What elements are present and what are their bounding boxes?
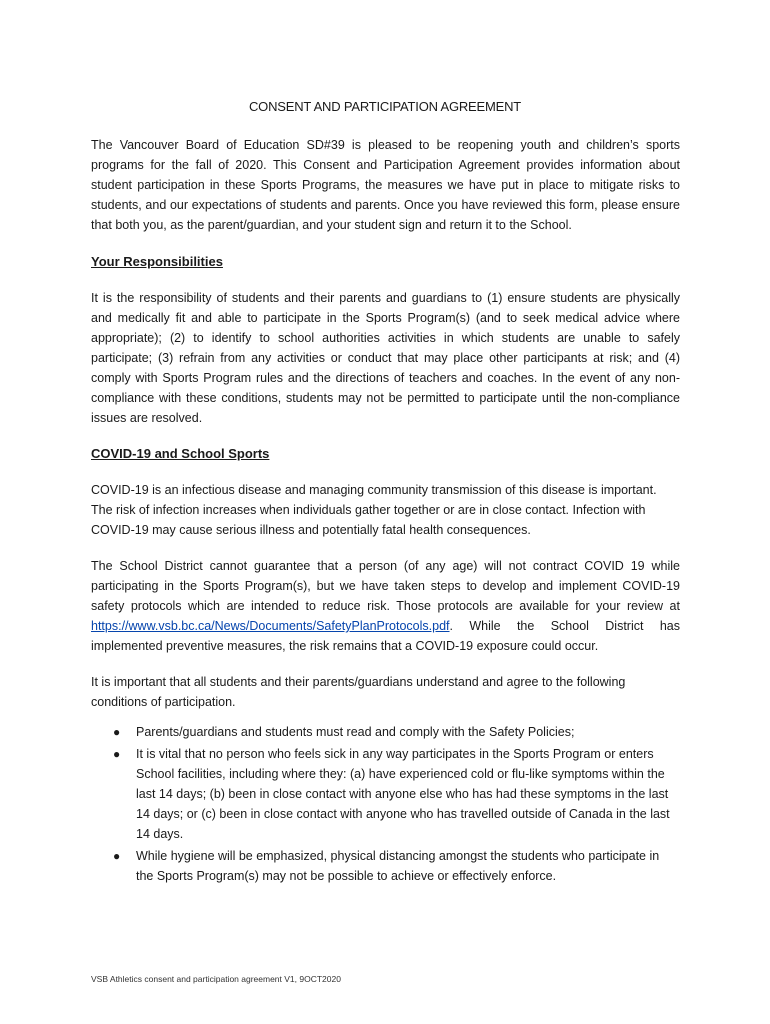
- responsibilities-heading: Your Responsibilities: [91, 254, 223, 269]
- list-item: [91, 722, 680, 742]
- list-item-text: Parents/guardians and students must read and comply with the Safety Policies;: [136, 725, 575, 739]
- covid-paragraph-2-end: . While the School District has implemented preventive measures, the risk remains that a COVID-19 exposure could occur.: [91, 619, 680, 653]
- list-item-text: While hygiene will be emphasized, physical distancing amongst the students who participate in the Sports Program(s) may not be possible to achieve or effectively enforce.: [136, 849, 660, 883]
- covid-heading: COVID-19 and School Sports: [91, 446, 270, 461]
- bullet-icon: ●: [113, 747, 121, 761]
- conditions-list: [91, 722, 680, 886]
- covid-paragraph-2: [91, 556, 680, 656]
- list-item: [91, 846, 680, 886]
- covid-paragraph-1: COVID-19 is an infectious disease and managing community transmission of this disease is important. The risk of infection increases when individuals gather together or are in close contact. Infection with COVID-19 may cause serious illness and potentially fatal health consequences.: [91, 483, 657, 537]
- page-footer: VSB Athletics consent and participation agreement V1, 9OCT2020: [91, 974, 341, 984]
- bullet-icon: ●: [113, 725, 121, 739]
- responsibilities-paragraph: It is the responsibility of students and their parents and guardians to (1) ensure students are physically and medically fit and able to participate in the Sports Program(s) (and to seek medical advice where appropriate); (2) to identify to school authorities activities in which students are unable to safely participate; (3) refrain from any activities or conduct that may place other participants at risk; and (4) comply with Sports Program rules and the directions of teachers and coaches. In the event of any non-compliance with these conditions, students may not be permitted to participate until the non-compliance issues are resolved.: [91, 291, 680, 425]
- list-item-text: It is vital that no person who feels sick in any way participates in the Sports Program or enters School facilities, including where they: (a) have experienced cold or flu-like symptoms within the last 14 days; (b) been in close contact with anyone else who has had these symptoms in the last 14 days; or (c) been in close contact with anyone who has travelled outside of Canada in the last 14 days.: [136, 747, 670, 841]
- covid-paragraph-3: It is important that all students and their parents/guardians understand and agree to the following conditions of participation.: [91, 675, 626, 709]
- document-body: [91, 135, 680, 888]
- safety-protocols-link[interactable]: https://www.vsb.bc.ca/News/Documents/SafetyPlanProtocols.pdf: [91, 619, 450, 633]
- bullet-icon: ●: [113, 849, 121, 863]
- document-title: CONSENT AND PARTICIPATION AGREEMENT: [248, 99, 522, 114]
- intro-paragraph: The Vancouver Board of Education SD#39 is pleased to be reopening youth and children’s sports programs for the fall of 2020. This Consent and Participation Agreement provides information about student participation in these Sports Programs, the measures we have put in place to mitigate risks to students, and our expectations of students and parents. Once you have reviewed this form, please ensure that both you, as the parent/guardian, and your student sign and return it to the School.: [91, 138, 680, 232]
- covid-paragraph-2-start: The School District cannot guarantee that a person (of any age) will not contract COVID 19 while participating in the Sports Program(s), but we have taken steps to develop and implement COVID-19 safety protocols which are intended to reduce risk. Those protocols are available for your review at: [91, 559, 680, 613]
- list-item: [91, 744, 680, 844]
